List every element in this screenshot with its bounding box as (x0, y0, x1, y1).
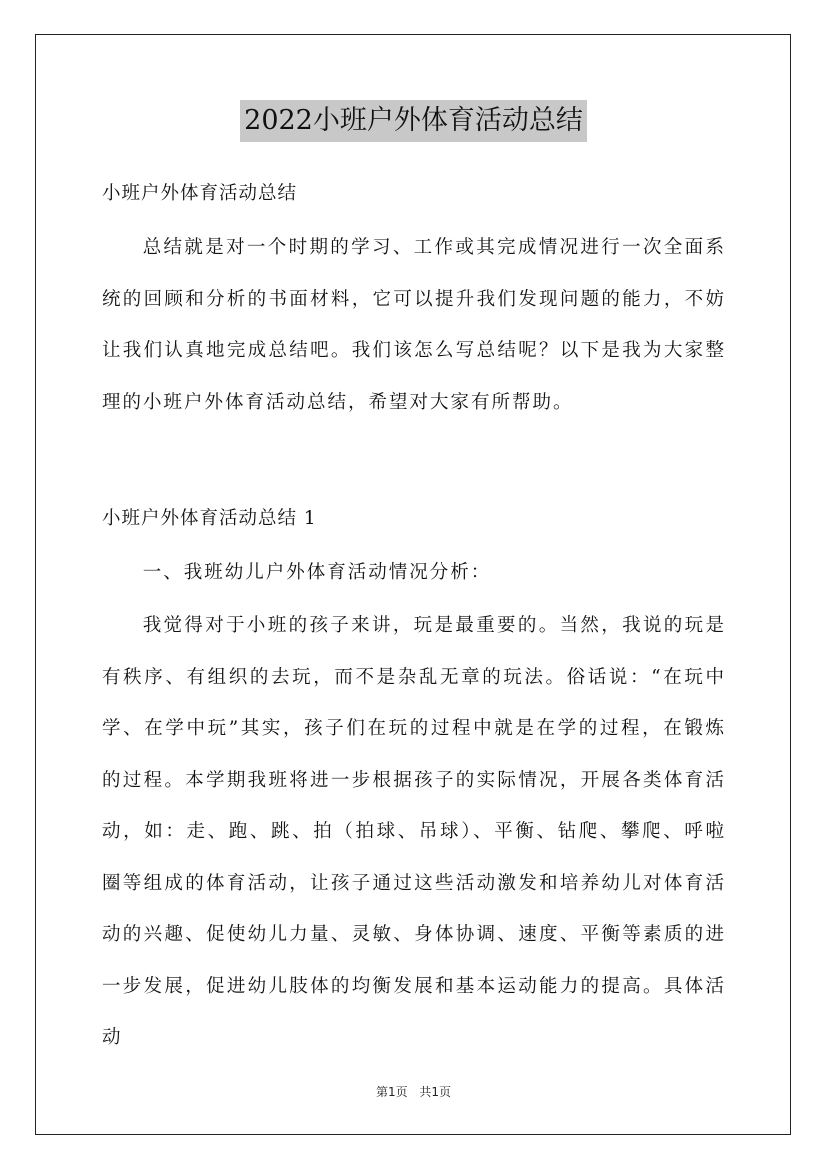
page-total: 共1页 (419, 1085, 452, 1099)
page-footer (0, 1083, 827, 1100)
page-number: 第1页 (375, 1085, 408, 1099)
intro-paragraph: 总结就是对一个时期的学习、工作或其完成情况进行一次全面系统的回顾和分析的书面材料，它可以提升我们发现问题的能力，不妨让我们认真地完成总结吧。我们该怎么写总结呢？以下是我为大家整理的小班户外体育活动总结，希望对大家有所帮助。 (102, 237, 726, 413)
section-point: 一、我班幼儿户外体育活动情况分析： (142, 562, 492, 583)
section-paragraph: 我觉得对于小班的孩子来讲，玩是最重要的。当然，我说的玩是有秩序、有组织的去玩，而不是杂乱无章的玩法。俗话说：“在玩中学、在学中玩”其实，孩子们在玩的过程中就是在学的过程，在锻炼的过程。本学期我班将进一步根据孩子的实际情况，开展各类体育活动，如：走、跑、跳、拍（拍球、吊球）、平衡、钻爬、攀爬、呼啦圈等组成的体育活动，让孩子通过这些活动激发和培养幼儿对体育活动的兴趣、促使幼儿力量、灵敏、身体协调、速度、平衡等素质的进一步发展，促进幼儿肢体的均衡发展和基本运动能力的提高。具体活动 (102, 615, 726, 1048)
title-container (0, 100, 827, 142)
section-heading: 小班户外体育活动总结 1 (102, 508, 317, 529)
document-title: 2022小班户外体育活动总结 (240, 100, 587, 142)
document-subtitle: 小班户外体育活动总结 (102, 183, 298, 204)
